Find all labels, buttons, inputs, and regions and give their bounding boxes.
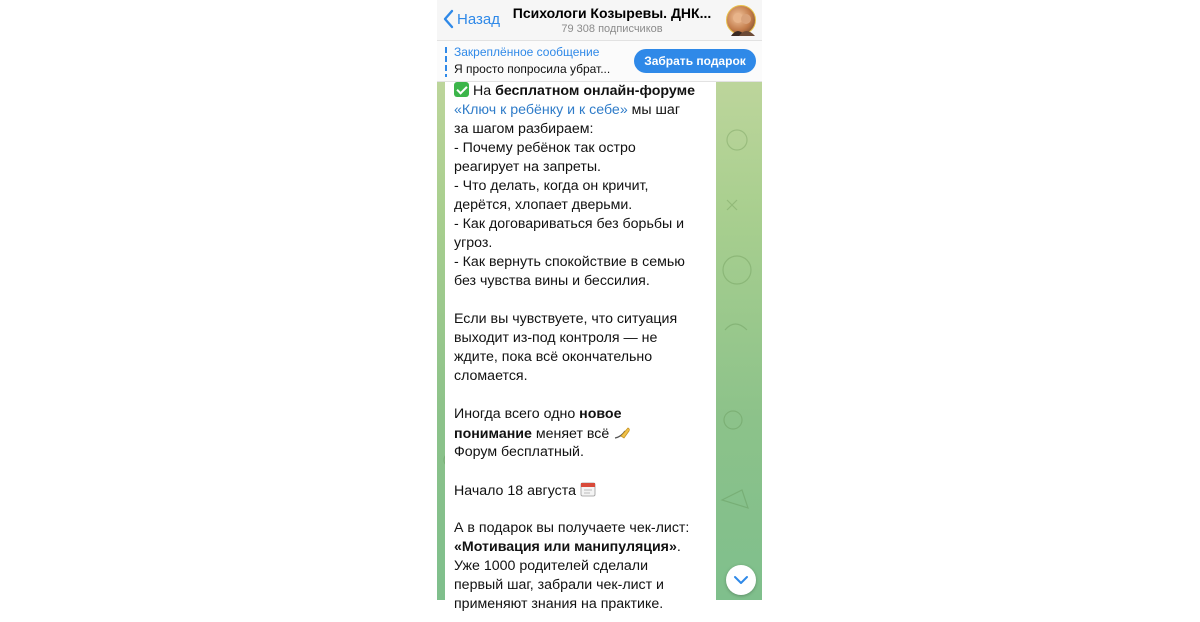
calendar-icon <box>580 481 596 497</box>
message-line: реагирует на запреты. <box>454 159 601 175</box>
pinned-preview-text: Я просто попросила убрат... <box>454 62 611 76</box>
message-line: дерётся, хлопает дверьми. <box>454 197 633 213</box>
message-line: сломается. <box>454 368 528 384</box>
chevron-left-icon <box>443 10 454 28</box>
telegram-channel-screen <box>437 0 762 612</box>
channel-title[interactable]: Психологи Козыревы. ДНК... <box>512 5 712 21</box>
message-line: - Как договариваться без борьбы и <box>454 216 685 232</box>
scroll-down-button[interactable] <box>726 565 756 595</box>
channel-avatar[interactable] <box>726 5 756 35</box>
message-line: угроз. <box>454 235 493 251</box>
message-line: Иногда всего одно новое <box>454 406 622 422</box>
message-line: - Почему ребёнок так остро <box>454 140 636 156</box>
message-line: «Мотивация или манипуляция». <box>454 539 681 555</box>
message-bubble <box>445 82 716 622</box>
message-line: Если вы чувствуете, что ситуация <box>454 311 678 327</box>
avatar-portrait-icon <box>727 6 757 36</box>
message-line: Начало 18 августа <box>454 481 706 500</box>
get-gift-button[interactable]: Забрать подарок <box>634 49 756 73</box>
message-line: А в подарок вы получаете чек-лист: <box>454 520 690 536</box>
pinned-message-bar[interactable] <box>437 40 762 82</box>
chevron-down-icon <box>733 575 749 585</box>
message-line: «Ключ к ребёнку и к себе» мы шаг <box>454 102 681 118</box>
message-line: без чувства вины и бессилия. <box>454 273 650 289</box>
message-line: первый шаг, забрали чек-лист и <box>454 577 664 593</box>
message-line: Уже 1000 родителей сделали <box>454 558 648 574</box>
forum-link[interactable]: «Ключ к ребёнку и к себе» <box>454 102 628 118</box>
message-line: - Что делать, когда он кричит, <box>454 178 649 194</box>
pinned-indicator <box>445 47 447 77</box>
paragraph-gap <box>454 291 706 310</box>
message-line: Форум бесплатный. <box>454 444 584 460</box>
writing-hand-icon <box>613 424 631 440</box>
message-line: понимание меняет всё <box>454 424 706 443</box>
subscriber-count: 79 308 подписчиков <box>561 23 663 35</box>
check-mark-icon <box>454 82 469 97</box>
paragraph-gap <box>454 462 706 481</box>
pinned-label: Закреплённое сообщение <box>454 45 600 59</box>
paragraph-gap <box>454 500 706 519</box>
message-line: ждите, пока всё окончательно <box>454 349 653 365</box>
paragraph-gap <box>454 386 706 405</box>
message-line: за шагом разбираем: <box>454 121 594 137</box>
chat-header <box>437 0 762 40</box>
back-label: Назад <box>457 10 500 28</box>
message-line: На бесплатном онлайн-форуме <box>454 82 706 101</box>
message-line: - Как вернуть спокойствие в семью <box>454 254 685 270</box>
message-line: применяют знания на практике. <box>454 596 664 612</box>
back-button[interactable] <box>443 10 500 28</box>
message-line: выходит из-под контроля — не <box>454 330 658 346</box>
